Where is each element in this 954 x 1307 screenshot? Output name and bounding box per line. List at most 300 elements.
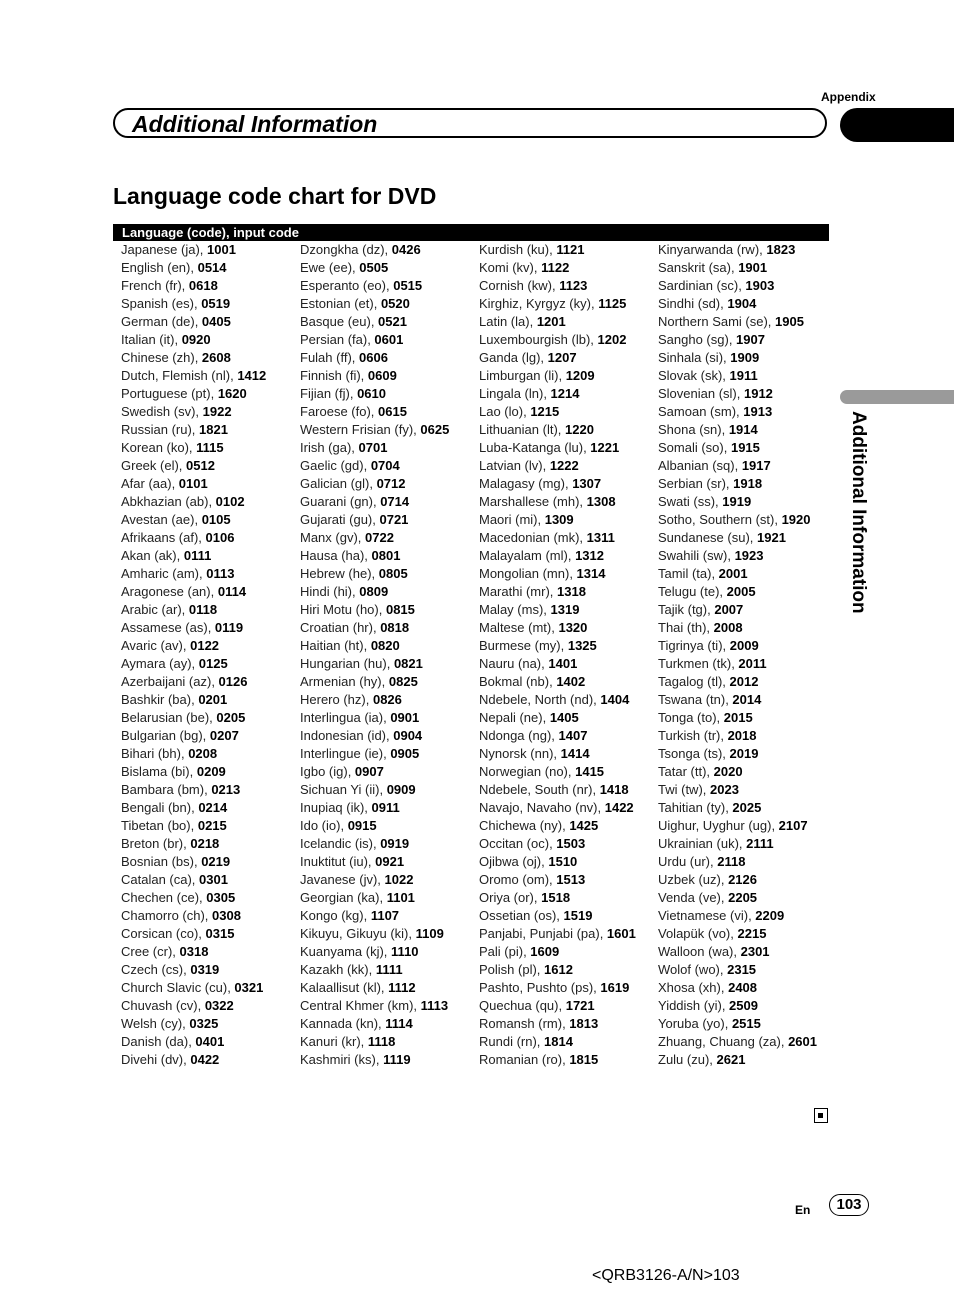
language-name: Catalan (ca), xyxy=(121,872,200,887)
side-tab-marker xyxy=(840,390,954,404)
language-name: Xhosa (xh), xyxy=(658,980,729,995)
language-code: 0422 xyxy=(190,1052,220,1067)
language-name: Ndebele, South (nr), xyxy=(479,782,600,797)
language-code: 1721 xyxy=(565,998,595,1013)
language-code: 0102 xyxy=(215,494,245,509)
table-cell xyxy=(471,727,650,745)
table-cell xyxy=(471,313,650,331)
table-cell xyxy=(113,403,292,421)
language-code: 2215 xyxy=(737,926,767,941)
language-name: Faroese (fo), xyxy=(300,404,379,419)
language-name: Dutch, Flemish (nl), xyxy=(121,368,238,383)
language-code: 1422 xyxy=(604,800,634,815)
table-cell xyxy=(292,655,471,673)
language-name: Bislama (bi), xyxy=(121,764,197,779)
language-code: 0305 xyxy=(206,890,236,905)
language-name: Japanese (ja), xyxy=(121,242,207,257)
language-name: Kikuyu, Gikuyu (ki), xyxy=(300,926,416,941)
table-cell xyxy=(113,961,292,979)
language-code: 2107 xyxy=(778,818,808,833)
table-cell xyxy=(292,475,471,493)
language-code: 1911 xyxy=(729,368,758,383)
language-code: 2205 xyxy=(728,890,758,905)
language-name: Basque (eu), xyxy=(300,314,379,329)
table-cell xyxy=(113,799,292,817)
language-name: Occitan (oc), xyxy=(479,836,557,851)
language-name: Oriya (or), xyxy=(479,890,542,905)
table-cell xyxy=(113,295,292,313)
language-code: 1518 xyxy=(541,890,571,905)
language-code: 1125 xyxy=(598,296,627,311)
language-name: Sanskrit (sa), xyxy=(658,260,739,275)
language-name: Breton (br), xyxy=(121,836,191,851)
language-code: 0809 xyxy=(359,584,389,599)
language-code: 1201 xyxy=(536,314,566,329)
language-name: Chamorro (ch), xyxy=(121,908,213,923)
language-name: Hindi (hi), xyxy=(300,584,360,599)
language-name: Haitian (ht), xyxy=(300,638,371,653)
language-name: Dzongkha (dz), xyxy=(300,242,392,257)
table-cell xyxy=(292,511,471,529)
language-name: Marathi (mr), xyxy=(479,584,557,599)
table-cell xyxy=(113,511,292,529)
language-code: 1001 xyxy=(207,242,236,257)
language-code: 0122 xyxy=(190,638,220,653)
language-code: 0101 xyxy=(178,476,208,491)
language-code: 0315 xyxy=(205,926,235,941)
language-name: Somali (so), xyxy=(658,440,731,455)
table-cell xyxy=(650,853,829,871)
language-name: Cree (cr), xyxy=(121,944,180,959)
table-cell xyxy=(650,475,829,493)
language-name: English (en), xyxy=(121,260,198,275)
table-cell xyxy=(650,331,829,349)
language-name: Uighur, Uyghur (ug), xyxy=(658,818,779,833)
language-name: Thai (th), xyxy=(658,620,714,635)
language-name: Latin (la), xyxy=(479,314,537,329)
language-name: Ndebele, North (nd), xyxy=(479,692,601,707)
table-cell xyxy=(292,313,471,331)
table-cell xyxy=(113,1015,292,1033)
table-cell xyxy=(292,961,471,979)
language-code: 1122 xyxy=(541,260,570,275)
language-name: Navajo, Navaho (nv), xyxy=(479,800,605,815)
table-cell xyxy=(471,835,650,853)
language-code: 2118 xyxy=(717,854,746,869)
language-name: Serbian (sr), xyxy=(658,476,734,491)
table-cell xyxy=(292,889,471,907)
table-cell xyxy=(650,439,829,457)
language-code: 2621 xyxy=(716,1052,746,1067)
language-code: 0515 xyxy=(393,278,423,293)
language-code: 0901 xyxy=(390,710,420,725)
language-code: 1620 xyxy=(217,386,247,401)
table-cell xyxy=(292,547,471,565)
table-cell xyxy=(650,925,829,943)
table-cell xyxy=(650,763,829,781)
table-cell xyxy=(471,889,650,907)
table-cell xyxy=(292,871,471,889)
language-name: Wolof (wo), xyxy=(658,962,728,977)
table-cell xyxy=(650,241,829,259)
section-header xyxy=(113,108,827,138)
table-cell xyxy=(471,1051,650,1069)
table-body xyxy=(113,241,829,1069)
language-code: 1115 xyxy=(196,440,224,455)
language-name: Kashmiri (ks), xyxy=(300,1052,384,1067)
language-name: Kanuri (kr), xyxy=(300,1034,368,1049)
language-name: Malayalam (ml), xyxy=(479,548,576,563)
language-name: Tajik (tg), xyxy=(658,602,715,617)
language-code: 0704 xyxy=(370,458,400,473)
language-name: Pali (pi), xyxy=(479,944,531,959)
language-name: Komi (kv), xyxy=(479,260,542,275)
language-code: 1813 xyxy=(569,1016,599,1031)
language-name: Uzbek (uz), xyxy=(658,872,729,887)
table-cell xyxy=(650,583,829,601)
language-name: Western Frisian (fy), xyxy=(300,422,421,437)
table-cell xyxy=(113,349,292,367)
language-code: 0512 xyxy=(186,458,215,473)
language-name: Quechua (qu), xyxy=(479,998,566,1013)
language-code: 0322 xyxy=(204,998,234,1013)
table-cell xyxy=(471,619,650,637)
table-cell xyxy=(650,367,829,385)
table-cell xyxy=(650,655,829,673)
table-cell xyxy=(471,637,650,655)
language-code: 0920 xyxy=(181,332,211,347)
language-code: 0905 xyxy=(390,746,420,761)
language-code: 0321 xyxy=(234,980,264,995)
language-name: Polish (pl), xyxy=(479,962,545,977)
language-code: 1214 xyxy=(550,386,580,401)
language-name: Rundi (rn), xyxy=(479,1034,545,1049)
language-code: 1407 xyxy=(558,728,588,743)
language-name: Albanian (sq), xyxy=(658,458,742,473)
table-cell xyxy=(650,727,829,745)
language-code: 0111 xyxy=(183,548,212,563)
language-code: 1404 xyxy=(600,692,630,707)
table-cell xyxy=(650,313,829,331)
language-code: 0520 xyxy=(380,296,410,311)
table-cell xyxy=(113,565,292,583)
language-code: 1914 xyxy=(728,422,758,437)
language-code: 1821 xyxy=(199,422,228,437)
language-code: 2608 xyxy=(201,350,231,365)
language-name: Estonian (et), xyxy=(300,296,381,311)
language-code: 2005 xyxy=(726,584,756,599)
language-code: 0805 xyxy=(378,566,408,581)
language-code: 1101 xyxy=(386,890,415,905)
language-code: 0201 xyxy=(198,692,228,707)
language-name: Romansh (rm), xyxy=(479,1016,570,1031)
language-name: Persian (fa), xyxy=(300,332,375,347)
language-code: 2509 xyxy=(729,998,758,1013)
table-cell xyxy=(113,259,292,277)
table-cell xyxy=(650,907,829,925)
table-cell xyxy=(292,259,471,277)
language-code: 1919 xyxy=(722,494,752,509)
table-cell xyxy=(292,853,471,871)
language-code: 1221 xyxy=(590,440,620,455)
language-code: 0606 xyxy=(359,350,388,365)
language-name: Sundanese (su), xyxy=(658,530,758,545)
language-name: Zhuang, Chuang (za), xyxy=(658,1034,789,1049)
language-code: 2126 xyxy=(728,872,757,887)
language-code: 2008 xyxy=(713,620,743,635)
language-name: Interlingue (ie), xyxy=(300,746,391,761)
language-code: 0105 xyxy=(201,512,231,527)
language-name: Chechen (ce), xyxy=(121,890,207,905)
language-code: 1110 xyxy=(391,944,419,959)
table-cell xyxy=(113,241,292,259)
table-cell xyxy=(471,475,650,493)
language-name: German (de), xyxy=(121,314,202,329)
language-name: Divehi (dv), xyxy=(121,1052,191,1067)
language-code: 1412 xyxy=(237,368,267,383)
language-name: Tatar (tt), xyxy=(658,764,714,779)
language-code: 1414 xyxy=(560,746,590,761)
language-code: 0714 xyxy=(380,494,410,509)
language-name: Venda (ve), xyxy=(658,890,729,905)
table-cell xyxy=(113,529,292,547)
language-name: Turkish (tr), xyxy=(658,728,728,743)
language-name: Bihari (bh), xyxy=(121,746,189,761)
language-name: Kirghiz, Kyrgyz (ky), xyxy=(479,296,599,311)
language-code: 0519 xyxy=(201,296,231,311)
table-cell xyxy=(471,817,650,835)
language-name: Limburgan (li), xyxy=(479,368,566,383)
language-code: 0215 xyxy=(197,818,227,833)
language-name: Zulu (zu), xyxy=(658,1052,717,1067)
end-of-section-icon xyxy=(814,1108,828,1123)
language-name: Church Slavic (cu), xyxy=(121,980,235,995)
language-code: 1215 xyxy=(530,404,560,419)
language-code: 2019 xyxy=(729,746,759,761)
language-name: Ewe (ee), xyxy=(300,260,360,275)
language-code: 1510 xyxy=(548,854,578,869)
table-cell xyxy=(292,817,471,835)
page-title: Language code chart for DVD xyxy=(113,183,437,209)
language-code: 0722 xyxy=(365,530,394,545)
language-code: 0904 xyxy=(393,728,423,743)
table-cell xyxy=(113,493,292,511)
language-code: 0921 xyxy=(375,854,405,869)
language-name: Amharic (am), xyxy=(121,566,207,581)
table-cell xyxy=(113,619,292,637)
table-cell xyxy=(113,385,292,403)
table-cell xyxy=(113,925,292,943)
table-cell xyxy=(113,709,292,727)
language-code: 1601 xyxy=(606,926,636,941)
language-name: Italian (it), xyxy=(121,332,182,347)
table-cell xyxy=(113,457,292,475)
language-name: Czech (cs), xyxy=(121,962,191,977)
language-code: 1917 xyxy=(741,458,771,473)
table-cell xyxy=(292,637,471,655)
language-code: 1123 xyxy=(559,278,588,293)
language-name: Ido (io), xyxy=(300,818,348,833)
language-name: Mongolian (mn), xyxy=(479,566,577,581)
table-cell xyxy=(471,943,650,961)
language-name: Burmese (my), xyxy=(479,638,568,653)
language-name: Kongo (kg), xyxy=(300,908,371,923)
language-code: 0618 xyxy=(188,278,218,293)
table-cell xyxy=(471,583,650,601)
language-name: Inupiaq (ik), xyxy=(300,800,372,815)
language-name: Danish (da), xyxy=(121,1034,196,1049)
table-cell xyxy=(113,781,292,799)
language-code: 1022 xyxy=(384,872,414,887)
language-code: 0801 xyxy=(371,548,401,563)
language-code: 0625 xyxy=(420,422,450,437)
table-cell xyxy=(292,835,471,853)
language-name: Bosnian (bs), xyxy=(121,854,202,869)
appendix-label: Appendix xyxy=(821,90,876,104)
table-cell xyxy=(113,889,292,907)
table-cell xyxy=(113,853,292,871)
language-code: 1923 xyxy=(734,548,764,563)
language-code: 0213 xyxy=(211,782,241,797)
language-code: 1114 xyxy=(385,1016,413,1031)
language-code: 0609 xyxy=(367,368,397,383)
language-code: 2014 xyxy=(732,692,762,707)
language-name: Slovak (sk), xyxy=(658,368,730,383)
language-name: Greek (el), xyxy=(121,458,187,473)
language-name: Pashto, Pushto (ps), xyxy=(479,980,601,995)
language-name: Norwegian (no), xyxy=(479,764,576,779)
table-cell xyxy=(471,655,650,673)
language-name: Sardinian (sc), xyxy=(658,278,746,293)
language-code: 2408 xyxy=(728,980,758,995)
language-name: Chuvash (cv), xyxy=(121,998,205,1013)
language-code: 0209 xyxy=(196,764,226,779)
table-cell xyxy=(650,403,829,421)
table-cell xyxy=(650,385,829,403)
language-code: 1912 xyxy=(743,386,773,401)
language-name: Croatian (hr), xyxy=(300,620,381,635)
language-code: 0815 xyxy=(385,602,415,617)
language-code: 0301 xyxy=(199,872,228,887)
language-name: Irish (ga), xyxy=(300,440,359,455)
language-code: 1904 xyxy=(727,296,757,311)
language-name: Macedonian (mk), xyxy=(479,530,587,545)
table-cell xyxy=(650,817,829,835)
table-cell xyxy=(471,259,650,277)
table-cell xyxy=(113,277,292,295)
language-code: 0119 xyxy=(214,620,244,635)
table-cell xyxy=(650,511,829,529)
language-name: Inuktitut (iu), xyxy=(300,854,376,869)
language-code: 0106 xyxy=(205,530,235,545)
language-code: 1903 xyxy=(745,278,775,293)
language-code: 2515 xyxy=(731,1016,761,1031)
language-code: 1309 xyxy=(544,512,574,527)
language-code: 1901 xyxy=(738,260,768,275)
section-title: Additional Information xyxy=(132,111,378,137)
table-cell xyxy=(292,619,471,637)
language-name: Avestan (ae), xyxy=(121,512,202,527)
table-cell xyxy=(292,673,471,691)
table-cell xyxy=(292,907,471,925)
language-name: Kannada (kn), xyxy=(300,1016,386,1031)
language-name: Bashkir (ba), xyxy=(121,692,199,707)
table-cell xyxy=(650,673,829,691)
language-code: 0907 xyxy=(354,764,384,779)
table-cell xyxy=(292,763,471,781)
table-cell xyxy=(113,673,292,691)
table-cell xyxy=(113,745,292,763)
language-name: Lingala (ln), xyxy=(479,386,551,401)
language-code: 0125 xyxy=(198,656,228,671)
language-code: 0826 xyxy=(372,692,402,707)
table-cell xyxy=(292,691,471,709)
language-name: Tonga (to), xyxy=(658,710,724,725)
language-code: 1915 xyxy=(730,440,760,455)
table-cell xyxy=(650,619,829,637)
table-cell xyxy=(650,277,829,295)
table-cell xyxy=(471,691,650,709)
language-code: 0118 xyxy=(188,602,218,617)
table-cell xyxy=(650,943,829,961)
table-cell xyxy=(471,403,650,421)
language-name: Sichuan Yi (ii), xyxy=(300,782,387,797)
language-name: Chinese (zh), xyxy=(121,350,202,365)
table-cell xyxy=(650,781,829,799)
table-cell xyxy=(292,601,471,619)
language-name: Sangho (sg), xyxy=(658,332,737,347)
language-code: 1325 xyxy=(567,638,597,653)
table-cell xyxy=(650,799,829,817)
language-code: 0701 xyxy=(358,440,388,455)
language-name: Georgian (ka), xyxy=(300,890,387,905)
table-cell xyxy=(113,601,292,619)
language-name: Esperanto (eo), xyxy=(300,278,394,293)
language-name: Aymara (ay), xyxy=(121,656,199,671)
language-code: 1913 xyxy=(743,404,773,419)
language-name: Vietnamese (vi), xyxy=(658,908,756,923)
language-code: 0208 xyxy=(188,746,218,761)
table-cell xyxy=(650,889,829,907)
table-cell xyxy=(471,421,650,439)
table-cell xyxy=(471,601,650,619)
table-cell xyxy=(471,493,650,511)
language-name: Ukrainian (uk), xyxy=(658,836,747,851)
language-code: 0319 xyxy=(190,962,220,977)
language-name: Ojibwa (oj), xyxy=(479,854,549,869)
language-code: 0318 xyxy=(179,944,209,959)
table-cell xyxy=(113,421,292,439)
table-cell xyxy=(292,799,471,817)
language-name: Kurdish (ku), xyxy=(479,242,557,257)
language-name: Belarusian (be), xyxy=(121,710,217,725)
table-cell xyxy=(113,547,292,565)
table-cell xyxy=(471,367,650,385)
language-name: Turkmen (tk), xyxy=(658,656,739,671)
language-name: Hausa (ha), xyxy=(300,548,372,563)
table-cell xyxy=(650,961,829,979)
language-code: 0113 xyxy=(206,566,235,581)
table-cell xyxy=(113,979,292,997)
language-code: 2020 xyxy=(713,764,743,779)
language-name: Kazakh (kk), xyxy=(300,962,376,977)
table-cell xyxy=(471,457,650,475)
table-cell xyxy=(650,547,829,565)
language-code: 1815 xyxy=(569,1052,599,1067)
table-cell xyxy=(113,1051,292,1069)
language-name: Central Khmer (km), xyxy=(300,998,421,1013)
table-cell xyxy=(113,943,292,961)
